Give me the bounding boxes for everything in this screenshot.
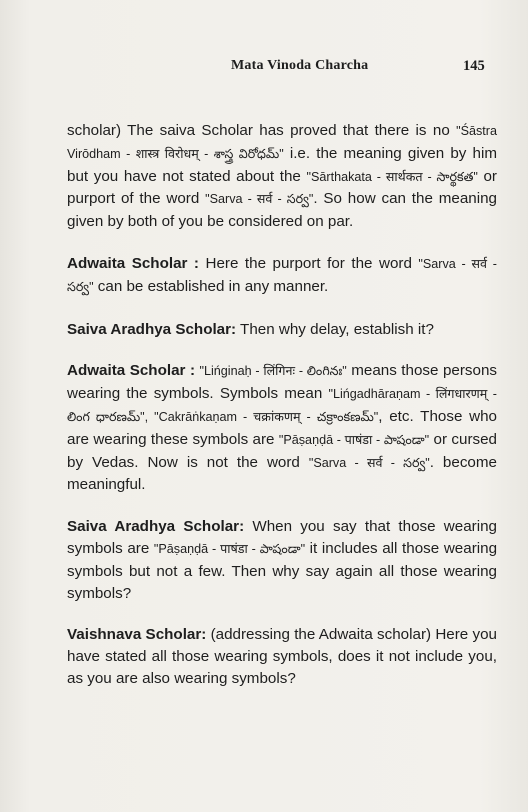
paragraph-text: means those persons wearing the symbols. Symbols mean xyxy=(67,362,497,403)
transliterated-term: "Sarva - सर्व - సర్వ" xyxy=(308,455,430,470)
speaker-label: Adwaita Scholar : xyxy=(67,362,195,380)
transliterated-term: "Sārthakata - सार्थकत - సార్థకత" xyxy=(306,169,478,184)
paragraph-text: Then why delay, establish it? xyxy=(236,320,434,338)
paragraph xyxy=(67,360,497,496)
paragraph-text: When you say that those wearing symbols are xyxy=(67,518,497,557)
paragraph-text: can be established in any manner. xyxy=(93,277,329,295)
paragraph-text: or purport of the word xyxy=(67,167,497,208)
speaker-label: Adwaita Scholar : xyxy=(67,254,199,272)
transliterated-term: "Śāstra Virōdham - शास्त्र विरोधम् - శాస్త్ర విరోధమ్" xyxy=(67,124,497,161)
paragraph-text: or cursed by Vedas. Now is not the word xyxy=(67,430,497,471)
transliterated-term: "Pāṣaṇḍā - पाषंडा - పాషండా" xyxy=(153,541,306,556)
paragraph-text: . So how can the meaning given by both of you be considered on par. xyxy=(67,190,497,231)
paragraph xyxy=(67,120,497,233)
paragraph xyxy=(67,516,497,604)
transliterated-term: "Pāṣaṇḍā - पाषंडा - పాషండా" xyxy=(278,432,430,447)
paragraph-text: it includes all those wearing symbols but not a few. Then why say again all those wearing symbols? xyxy=(67,539,498,602)
transliterated-term: "Sarva - सर्व - సర్వ" xyxy=(205,192,314,207)
paragraph-text: i.e. the meaning given by him but you have not stated about the xyxy=(67,144,497,185)
transliterated-term: "Lińgadhāraṇam - लिंगधारणम् - లింగ ధారణమ్", "Cakrāṅkaṇam - चक्रांकणम् - చక్రాంకణమ్" xyxy=(67,387,497,424)
transliterated-term: "Lińginaḥ - लिंगिनः - లింగినః" xyxy=(199,364,347,379)
speaker-label: Vaishnava Scholar: xyxy=(67,626,207,644)
body-text xyxy=(67,120,497,710)
paragraph-text: (addressing the Adwaita scholar) Here you have stated all those wearing symbols, does it not include you, as you are also wearing symbols? xyxy=(67,626,497,687)
page-number: 145 xyxy=(463,58,485,74)
running-title: Mata Vinoda Charcha xyxy=(231,58,369,73)
paragraph xyxy=(67,253,497,299)
transliterated-term: "Sarva - सर्व - సర్వ" xyxy=(67,256,497,294)
speaker-label: Saiva Aradhya Scholar: xyxy=(67,518,245,536)
paragraph-text: scholar) The saiva Scholar has proved that there is no xyxy=(67,122,457,139)
paragraph xyxy=(67,319,497,341)
paragraph xyxy=(67,624,497,689)
speaker-label: Saiva Aradhya Scholar: xyxy=(67,320,237,338)
paragraph-text: , etc. Those who are wearing these symbols are xyxy=(67,407,497,448)
paragraph-text: . become meaningful. xyxy=(67,453,497,494)
page-header xyxy=(0,58,528,82)
paragraph-text: Here the purport for the word xyxy=(199,254,419,272)
